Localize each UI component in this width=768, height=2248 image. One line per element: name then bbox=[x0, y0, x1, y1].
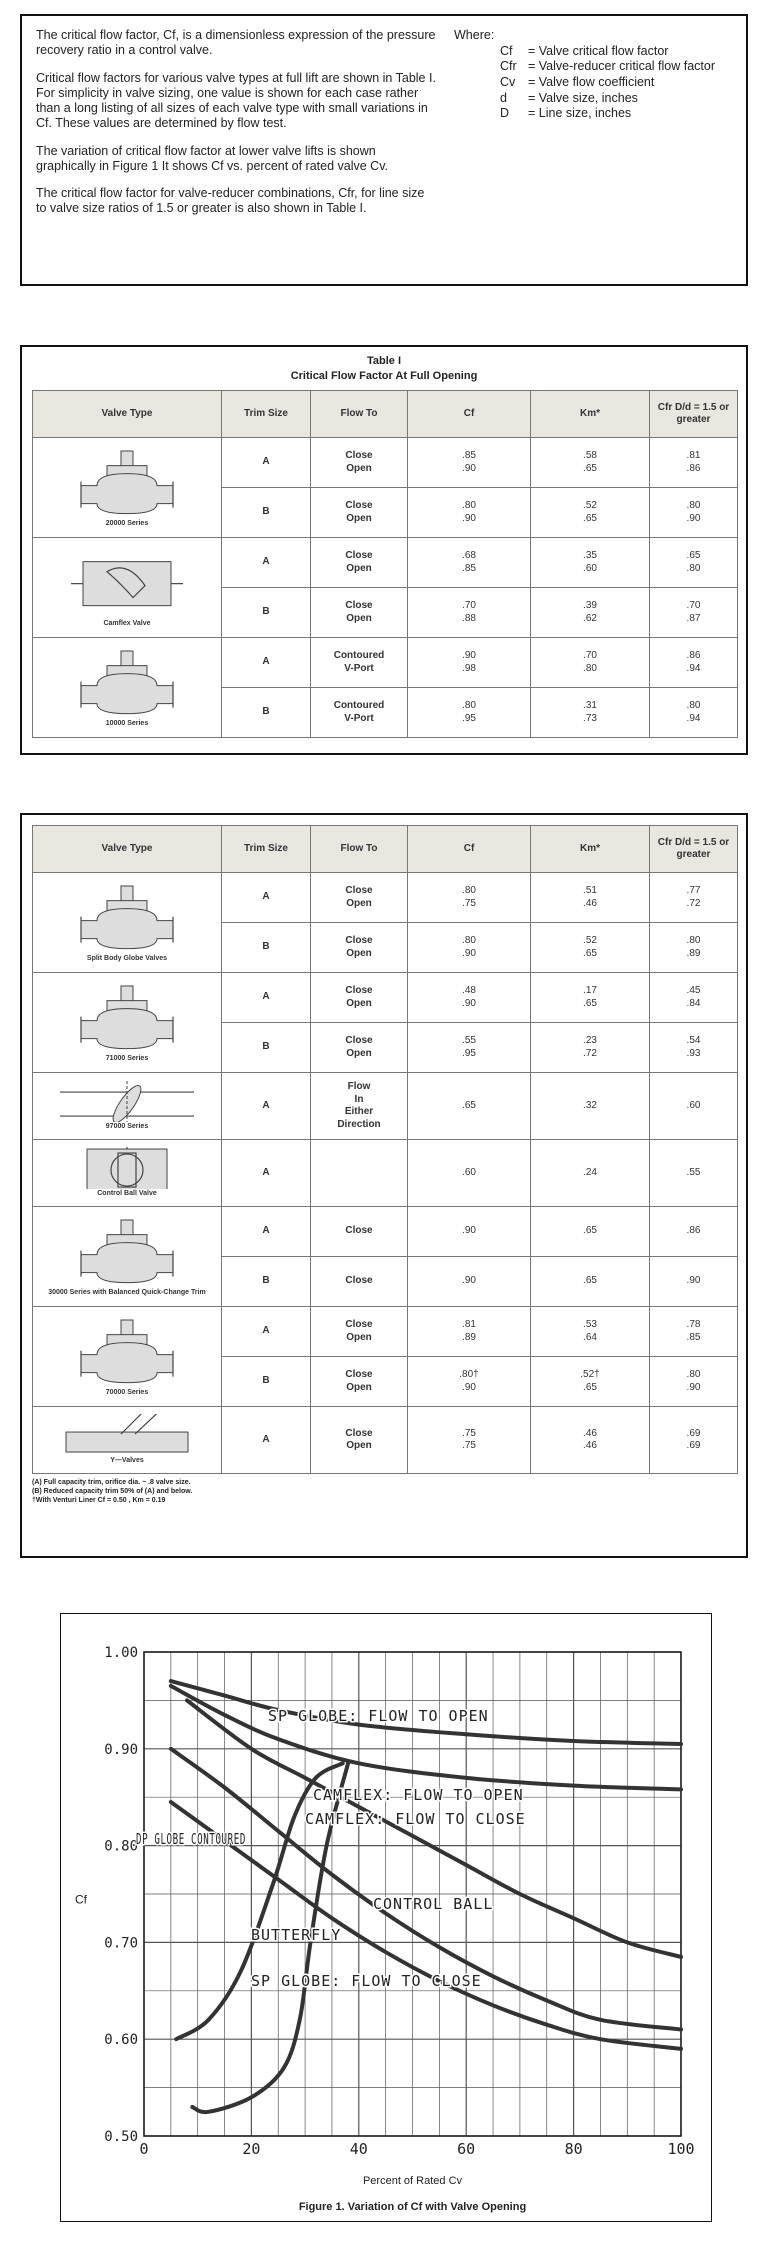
intro-paragraph-2: Critical flow factors for various valve types at full lift are shown in Table I. For simplicity in valve sizing, one value is shown for each case rather than a long listing of all sizes of each valve type with small variations in Cf. These values are determined by flow test. bbox=[36, 70, 436, 131]
header-trim-size: Trim Size bbox=[222, 826, 311, 873]
table-header-row bbox=[33, 391, 738, 438]
cfr-value-cell: .55 bbox=[650, 1140, 738, 1207]
table-2-panel bbox=[20, 813, 748, 1558]
trim-size-cell: A bbox=[222, 638, 311, 688]
definition-row bbox=[454, 91, 744, 107]
series-label: CAMFLEX: FLOW TO CLOSE bbox=[305, 1810, 526, 1828]
definition-row bbox=[454, 75, 744, 91]
table-title: Table I bbox=[366, 355, 402, 367]
valve-caption: 71000 Series bbox=[105, 1054, 149, 1062]
table-header-row bbox=[33, 826, 738, 873]
series-label: SP GLOBE: FLOW TO CLOSE bbox=[251, 1972, 482, 1990]
critical-flow-table-1 bbox=[32, 390, 738, 738]
trim-size-cell: A bbox=[222, 973, 311, 1023]
trim-size-cell: A bbox=[222, 873, 311, 923]
valve-type-cell bbox=[33, 1073, 222, 1140]
table-row bbox=[33, 973, 738, 1023]
critical-flow-table-2 bbox=[32, 825, 738, 1474]
valve-drawing-icon bbox=[36, 882, 218, 954]
definitions bbox=[454, 28, 744, 122]
km-value-cell: .52 .65 bbox=[531, 923, 650, 973]
series-label: DP GLOBE CONTOURED bbox=[136, 1830, 246, 1848]
cfr-value-cell: .80 .90 bbox=[650, 1357, 738, 1407]
km-value-cell: .51 .46 bbox=[531, 873, 650, 923]
y-tick-label: 0.80 bbox=[104, 1838, 138, 1855]
flow-to-cell: Contoured V-Port bbox=[311, 638, 408, 688]
cf-chart bbox=[61, 1614, 710, 2220]
table-1-body bbox=[33, 438, 738, 738]
cf-value-cell: .80 .95 bbox=[408, 688, 531, 738]
x-tick-label: 20 bbox=[242, 2140, 261, 2158]
definition-symbol: D bbox=[500, 106, 510, 121]
km-value-cell: .52† .65 bbox=[531, 1357, 650, 1407]
intro-panel bbox=[20, 14, 748, 286]
series-label: CONTROL BALL bbox=[373, 1895, 494, 1913]
y-tick-label: 0.90 bbox=[104, 1741, 138, 1758]
series-label: BUTTERFLY bbox=[251, 1926, 342, 1944]
cf-value-cell: .55 .95 bbox=[408, 1023, 531, 1073]
flow-to-cell: Close Open bbox=[311, 873, 408, 923]
table-row bbox=[33, 438, 738, 488]
cfr-value-cell: .90 bbox=[650, 1257, 738, 1307]
cfr-value-cell: .45 .84 bbox=[650, 973, 738, 1023]
cf-value-cell: .75 .75 bbox=[408, 1407, 531, 1474]
cfr-value-cell: .70 .87 bbox=[650, 588, 738, 638]
valve-type-cell bbox=[33, 1140, 222, 1207]
trim-size-cell: A bbox=[222, 1073, 311, 1140]
km-value-cell: .65 bbox=[531, 1207, 650, 1257]
valve-drawing-icon bbox=[36, 647, 218, 719]
y-tick-label: 0.50 bbox=[104, 2129, 138, 2145]
trim-size-cell: B bbox=[222, 923, 311, 973]
trim-size-cell: A bbox=[222, 1307, 311, 1357]
flow-to-cell: Close Open bbox=[311, 438, 408, 488]
table-row bbox=[33, 1073, 738, 1140]
km-value-cell: .24 bbox=[531, 1140, 650, 1207]
x-tick-label: 100 bbox=[667, 2140, 695, 2158]
definition-symbol: Cv bbox=[500, 74, 516, 89]
flow-to-cell: Close Open bbox=[311, 488, 408, 538]
header-km: Km* bbox=[531, 826, 650, 873]
km-value-cell: .23 .72 bbox=[531, 1023, 650, 1073]
cf-value-cell: .65 bbox=[408, 1073, 531, 1140]
km-value-cell: .70 .80 bbox=[531, 638, 650, 688]
km-value-cell: .58 .65 bbox=[531, 438, 650, 488]
valve-type-cell bbox=[33, 1407, 222, 1474]
cfr-value-cell: .77 .72 bbox=[650, 873, 738, 923]
trim-size-cell: B bbox=[222, 1357, 311, 1407]
x-tick-label: 0 bbox=[139, 2140, 149, 2158]
valve-drawing-icon bbox=[36, 1147, 218, 1189]
trim-size-cell: B bbox=[222, 1257, 311, 1307]
x-tick-label: 40 bbox=[349, 2140, 368, 2158]
cf-value-cell: .81 .89 bbox=[408, 1307, 531, 1357]
cfr-value-cell: .60 bbox=[650, 1073, 738, 1140]
flow-to-cell: Close Open bbox=[311, 1023, 408, 1073]
trim-size-cell: B bbox=[222, 488, 311, 538]
header-valve-type: Valve Type bbox=[33, 826, 222, 873]
cf-value-cell: .90 bbox=[408, 1207, 531, 1257]
valve-type-cell bbox=[33, 973, 222, 1073]
trim-size-cell: B bbox=[222, 588, 311, 638]
valve-caption: 10000 Series bbox=[105, 719, 149, 727]
definition-text: = Valve-reducer critical flow factor bbox=[528, 59, 715, 74]
intro-paragraph-1: The critical flow factor, Cf, is a dimensionless expression of the pressure recovery ratio in a control valve. bbox=[36, 28, 436, 58]
definition-row bbox=[454, 59, 744, 75]
table-1-panel bbox=[20, 345, 748, 755]
table-notes bbox=[32, 1478, 746, 1505]
series-line bbox=[171, 1802, 681, 2049]
y-tick-label: 0.70 bbox=[104, 1935, 138, 1952]
valve-caption: Control Ball Valve bbox=[97, 1190, 157, 1198]
km-value-cell: .35 .60 bbox=[531, 538, 650, 588]
table-2-body bbox=[33, 873, 738, 1474]
cfr-value-cell: .86 bbox=[650, 1207, 738, 1257]
intro-paragraph-3: The variation of critical flow factor at lower valve lifts is shown graphically in Figure 1 It shows Cf vs. percent of rated valve Cv. bbox=[36, 143, 389, 173]
header-cf: Cf bbox=[408, 391, 531, 438]
flow-to-cell: Close Open bbox=[311, 538, 408, 588]
table-subtitle: Critical Flow Factor At Full Opening bbox=[290, 370, 478, 382]
trim-size-cell: A bbox=[222, 438, 311, 488]
valve-caption: 97000 Series bbox=[105, 1123, 149, 1131]
intro-paragraph-4: The critical flow factor for valve-reducer combinations, Cfr, for line size to valve size ratios of 1.5 or greater is also shown in Table I. bbox=[36, 186, 425, 216]
km-value-cell: .31 .73 bbox=[531, 688, 650, 738]
chart-title: Figure 1. Variation of Cf with Valve Opening bbox=[298, 2201, 527, 2213]
header-valve-type: Valve Type bbox=[33, 391, 222, 438]
table-row bbox=[33, 638, 738, 688]
km-value-cell: .52 .65 bbox=[531, 488, 650, 538]
valve-drawing-icon bbox=[36, 1080, 218, 1122]
valve-caption: 30000 Series with Balanced Quick-Change Trim bbox=[48, 1288, 206, 1296]
trim-size-cell: A bbox=[222, 538, 311, 588]
km-value-cell: .17 .65 bbox=[531, 973, 650, 1023]
flow-to-cell: Close Open bbox=[311, 1307, 408, 1357]
table-row bbox=[33, 1207, 738, 1257]
definition-text: = Valve critical flow factor bbox=[528, 43, 669, 58]
flow-to-cell: Contoured V-Port bbox=[311, 688, 408, 738]
series-label: CAMFLEX: FLOW TO OPEN bbox=[313, 1786, 524, 1804]
valve-drawing-icon bbox=[36, 1216, 218, 1288]
table-row bbox=[33, 1407, 738, 1474]
valve-caption: Y—Valves bbox=[110, 1457, 144, 1465]
cfr-value-cell: .81 .86 bbox=[650, 438, 738, 488]
flow-to-cell: Flow In Either Direction bbox=[311, 1073, 408, 1140]
valve-drawing-icon bbox=[36, 547, 218, 619]
km-value-cell: .39 .62 bbox=[531, 588, 650, 638]
flow-to-cell: Close Open bbox=[311, 973, 408, 1023]
table-row bbox=[33, 873, 738, 923]
cfr-value-cell: .80 .89 bbox=[650, 923, 738, 973]
valve-caption: 70000 Series bbox=[105, 1388, 149, 1396]
definition-symbol: Cf bbox=[500, 43, 513, 58]
cf-value-cell: .68 .85 bbox=[408, 538, 531, 588]
cfr-value-cell: .69 .69 bbox=[650, 1407, 738, 1474]
table-row bbox=[33, 538, 738, 588]
valve-caption: Camflex Valve bbox=[103, 619, 151, 627]
valve-type-cell bbox=[33, 638, 222, 738]
definition-row bbox=[454, 44, 744, 60]
y-tick-label: 1.00 bbox=[104, 1645, 138, 1661]
table-note: (B) Reduced capacity trim 50% of (A) and below. bbox=[32, 1488, 193, 1496]
table-note: (A) Full capacity trim, orifice dia. ~ .8 valve size. bbox=[32, 1479, 191, 1486]
flow-to-cell: Close bbox=[311, 1257, 408, 1307]
table-row bbox=[33, 1140, 738, 1207]
flow-to-cell: Close Open bbox=[311, 1357, 408, 1407]
header-cfr: Cfr D/d = 1.5 or greater bbox=[650, 826, 738, 873]
definition-text: = Valve flow coefficient bbox=[528, 74, 655, 89]
valve-type-cell bbox=[33, 438, 222, 538]
header-cfr: Cfr D/d = 1.5 or greater bbox=[650, 391, 738, 438]
flow-to-cell: Close Open bbox=[311, 1407, 408, 1474]
cfr-value-cell: .54 .93 bbox=[650, 1023, 738, 1073]
header-flow-to: Flow To bbox=[311, 826, 408, 873]
valve-caption: 20000 Series bbox=[105, 519, 149, 527]
cfr-value-cell: .80 .94 bbox=[650, 688, 738, 738]
x-tick-label: 80 bbox=[564, 2140, 583, 2158]
trim-size-cell: B bbox=[222, 688, 311, 738]
trim-size-cell: A bbox=[222, 1140, 311, 1207]
valve-drawing-icon bbox=[36, 1316, 218, 1388]
definition-symbol: Cfr bbox=[500, 59, 517, 74]
header-flow-to: Flow To bbox=[311, 391, 408, 438]
km-value-cell: .65 bbox=[531, 1257, 650, 1307]
valve-type-cell bbox=[33, 1307, 222, 1407]
valve-caption: Split Body Globe Valves bbox=[86, 954, 168, 962]
km-value-cell: .53 .64 bbox=[531, 1307, 650, 1357]
cfr-value-cell: .78 .85 bbox=[650, 1307, 738, 1357]
cf-value-cell: .60 bbox=[408, 1140, 531, 1207]
header-cf: Cf bbox=[408, 826, 531, 873]
header-km: Km* bbox=[531, 391, 650, 438]
definition-symbol: d bbox=[500, 90, 507, 105]
cf-value-cell: .48 .90 bbox=[408, 973, 531, 1023]
trim-size-cell: A bbox=[222, 1407, 311, 1474]
intro-text bbox=[36, 28, 436, 229]
flow-to-cell: Close Open bbox=[311, 588, 408, 638]
trim-size-cell: A bbox=[222, 1207, 311, 1257]
table-row bbox=[33, 1307, 738, 1357]
valve-drawing-icon bbox=[36, 982, 218, 1054]
flow-to-cell bbox=[311, 1140, 408, 1207]
valve-type-cell bbox=[33, 873, 222, 973]
cf-value-cell: .80† .90 bbox=[408, 1357, 531, 1407]
cf-value-cell: .80 .90 bbox=[408, 488, 531, 538]
km-value-cell: .32 bbox=[531, 1073, 650, 1140]
y-tick-label: 0.60 bbox=[104, 2032, 138, 2049]
x-tick-label: 60 bbox=[457, 2140, 476, 2158]
table-note: †With Venturi Liner Cf = 0.50 , Km = 0.19 bbox=[32, 1497, 166, 1505]
y-axis-label: Cf bbox=[75, 1892, 87, 1907]
km-value-cell: .46 .46 bbox=[531, 1407, 650, 1474]
cf-value-cell: .80 .75 bbox=[408, 873, 531, 923]
cf-value-cell: .70 .88 bbox=[408, 588, 531, 638]
valve-type-cell bbox=[33, 1207, 222, 1307]
cf-value-cell: .90 .98 bbox=[408, 638, 531, 688]
series-label: SP GLOBE: FLOW TO OPEN bbox=[268, 1707, 489, 1725]
cfr-value-cell: .86 .94 bbox=[650, 638, 738, 688]
figure-1-panel bbox=[60, 1613, 712, 2222]
definition-text: = Line size, inches bbox=[528, 106, 632, 121]
valve-drawing-icon bbox=[36, 447, 218, 519]
flow-to-cell: Close bbox=[311, 1207, 408, 1257]
x-axis-label: Percent of Rated Cv bbox=[362, 2175, 463, 2187]
valve-drawing-icon bbox=[36, 1414, 218, 1456]
flow-to-cell: Close Open bbox=[311, 923, 408, 973]
definition-text: = Valve size, inches bbox=[528, 90, 638, 105]
cfr-value-cell: .80 .90 bbox=[650, 488, 738, 538]
cf-value-cell: .85 .90 bbox=[408, 438, 531, 488]
where-label: Where: bbox=[454, 28, 495, 42]
definition-row bbox=[454, 106, 744, 122]
cfr-value-cell: .65 .80 bbox=[650, 538, 738, 588]
valve-type-cell bbox=[33, 538, 222, 638]
cf-value-cell: .80 .90 bbox=[408, 923, 531, 973]
cf-value-cell: .90 bbox=[408, 1257, 531, 1307]
trim-size-cell: B bbox=[222, 1023, 311, 1073]
header-trim-size: Trim Size bbox=[222, 391, 311, 438]
